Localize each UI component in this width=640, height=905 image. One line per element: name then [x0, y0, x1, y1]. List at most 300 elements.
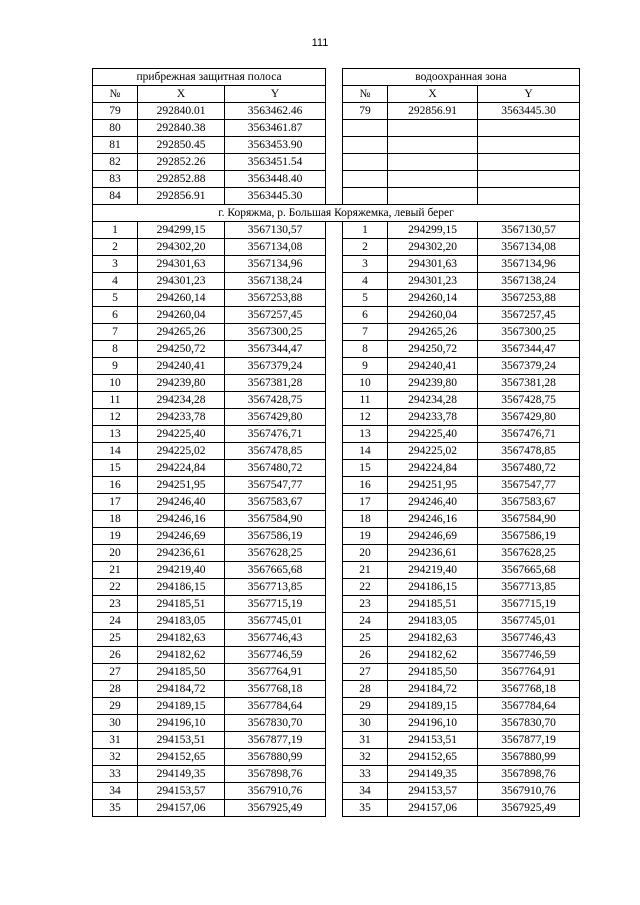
coordinate-cell — [478, 120, 580, 137]
table-row — [93, 766, 580, 783]
gap-cell — [326, 494, 343, 511]
coordinate-cell: 294236,61 — [388, 545, 478, 562]
coordinate-cell: 294240,41 — [388, 358, 478, 375]
coordinate-cell — [343, 137, 388, 154]
coordinate-cell: 3567257,45 — [478, 307, 580, 324]
gap-cell — [326, 647, 343, 664]
coordinate-cell: 294236,61 — [138, 545, 225, 562]
table-row — [93, 154, 580, 171]
coordinate-cell: 27 — [343, 664, 388, 681]
coordinate-cell: 3567379,24 — [478, 358, 580, 375]
coordinate-cell: 29 — [343, 698, 388, 715]
coordinate-cell: 294182,62 — [388, 647, 478, 664]
gap-cell — [326, 103, 343, 120]
coordinate-cell: 3563445.30 — [225, 188, 326, 205]
coordinate-cell: 7 — [93, 324, 138, 341]
coordinate-cell: 294250,72 — [388, 341, 478, 358]
table-row — [93, 494, 580, 511]
coordinate-cell: 294182,62 — [138, 647, 225, 664]
coordinate-cell: 294189,15 — [388, 698, 478, 715]
coordinate-cell: 17 — [343, 494, 388, 511]
coordinate-cell: 3567134,96 — [225, 256, 326, 273]
coordinate-cell: 3567134,08 — [478, 239, 580, 256]
coordinate-cell: 292852.26 — [138, 154, 225, 171]
coordinate-cell — [388, 137, 478, 154]
coordinate-cell: 3567300,25 — [225, 324, 326, 341]
coordinate-cell: 3567547,77 — [225, 477, 326, 494]
table-row — [93, 307, 580, 324]
coordinate-cell: 83 — [93, 171, 138, 188]
table-row — [93, 681, 580, 698]
coordinate-cell: 31 — [93, 732, 138, 749]
coordinate-cell: 30 — [343, 715, 388, 732]
coordinate-cell: 3563453.90 — [225, 137, 326, 154]
coordinate-cell: 1 — [343, 222, 388, 239]
coordinate-cell: 294233,78 — [388, 409, 478, 426]
coordinate-cell: 3567880,99 — [478, 749, 580, 766]
coordinate-cell: 3567745,01 — [478, 613, 580, 630]
coordinate-cell: 8 — [93, 341, 138, 358]
coordinate-cell: 3567480,72 — [478, 460, 580, 477]
gap-cell — [326, 511, 343, 528]
coordinate-cell: 3567478,85 — [225, 443, 326, 460]
coordinate-cell — [478, 154, 580, 171]
gap-cell — [326, 409, 343, 426]
coordinate-cell: 294153,57 — [138, 783, 225, 800]
coordinate-cell: 3567253,88 — [478, 290, 580, 307]
coordinate-cell: 3567476,71 — [225, 426, 326, 443]
column-header: X — [388, 86, 478, 103]
coordinate-cell: 294182,63 — [388, 630, 478, 647]
coordinate-cell: 294157,06 — [388, 800, 478, 817]
gap-cell — [326, 120, 343, 137]
coordinate-cell: 12 — [343, 409, 388, 426]
coordinate-cell: 18 — [93, 511, 138, 528]
coordinate-cell: 3 — [343, 256, 388, 273]
coordinate-cell: 18 — [343, 511, 388, 528]
coordinate-cell: 294185,50 — [388, 664, 478, 681]
coordinate-cell: 3567764,91 — [478, 664, 580, 681]
coordinate-cell: 20 — [343, 545, 388, 562]
coordinate-cell: 9 — [343, 358, 388, 375]
coordinate-cell: 3567344,47 — [478, 341, 580, 358]
coordinate-cell: 3567257,45 — [225, 307, 326, 324]
coordinate-cell: 3567253,88 — [225, 290, 326, 307]
coordinate-cell: 294239,80 — [388, 375, 478, 392]
gap-cell — [326, 477, 343, 494]
gap-cell — [326, 290, 343, 307]
coordinate-cell — [478, 188, 580, 205]
coordinate-cell: 3567429,80 — [478, 409, 580, 426]
coordinate-cell: 2 — [343, 239, 388, 256]
table-row — [93, 409, 580, 426]
coordinate-cell: 3567547,77 — [478, 477, 580, 494]
gap-cell — [326, 69, 343, 86]
coordinate-cell: 3567745,01 — [225, 613, 326, 630]
coordinate-cell: 294186,15 — [388, 579, 478, 596]
gap-cell — [326, 715, 343, 732]
coordinate-cell: 32 — [93, 749, 138, 766]
coordinate-cell: 294219,40 — [138, 562, 225, 579]
table-row — [93, 749, 580, 766]
coordinate-cell: 24 — [343, 613, 388, 630]
gap-cell — [326, 545, 343, 562]
coordinate-cell: 294265,26 — [388, 324, 478, 341]
coordinate-cell: 4 — [93, 273, 138, 290]
gap-cell — [326, 664, 343, 681]
coordinate-cell: 3567381,28 — [225, 375, 326, 392]
gap-cell — [326, 766, 343, 783]
coordinate-cell: 294186,15 — [138, 579, 225, 596]
gap-cell — [326, 307, 343, 324]
coordinate-cell: 23 — [93, 596, 138, 613]
coordinate-cell: 33 — [343, 766, 388, 783]
coordinate-cell: 11 — [93, 392, 138, 409]
coordinate-cell: 294196,10 — [138, 715, 225, 732]
coordinate-cell — [478, 171, 580, 188]
coordinate-cell: 3567746,43 — [478, 630, 580, 647]
coordinate-cell: 34 — [343, 783, 388, 800]
coordinate-cell: 3567830,70 — [225, 715, 326, 732]
table-row — [93, 783, 580, 800]
coordinate-cell: 14 — [343, 443, 388, 460]
gap-cell — [326, 273, 343, 290]
coordinate-cell: 3567713,85 — [478, 579, 580, 596]
coordinate-cell: 3567586,19 — [478, 528, 580, 545]
coordinate-cell: 294153,51 — [388, 732, 478, 749]
coordinate-cell: 17 — [93, 494, 138, 511]
coordinate-cell: 22 — [343, 579, 388, 596]
coordinate-cell: 16 — [93, 477, 138, 494]
coordinate-cell: 19 — [93, 528, 138, 545]
coordinate-cell: 3567381,28 — [478, 375, 580, 392]
coordinate-cell: 28 — [93, 681, 138, 698]
coordinate-cell: 294234,28 — [138, 392, 225, 409]
coordinate-cell: 21 — [343, 562, 388, 579]
coordinate-cell: 294219,40 — [388, 562, 478, 579]
coordinate-cell: 31 — [343, 732, 388, 749]
gap-cell — [326, 443, 343, 460]
gap-cell — [326, 154, 343, 171]
coordinate-cell: 3567746,59 — [225, 647, 326, 664]
coordinate-cell: 12 — [93, 409, 138, 426]
column-header: № — [93, 86, 138, 103]
coordinate-cell — [388, 154, 478, 171]
coordinate-cell: 11 — [343, 392, 388, 409]
coordinate-cell — [343, 120, 388, 137]
gap-cell — [326, 341, 343, 358]
coordinate-cell: 294301,23 — [388, 273, 478, 290]
coordinate-cell: 32 — [343, 749, 388, 766]
coordinate-cell: 294301,63 — [138, 256, 225, 273]
gap-cell — [326, 613, 343, 630]
coordinate-cell: 3567746,43 — [225, 630, 326, 647]
coordinate-cell: 294234,28 — [388, 392, 478, 409]
table-row — [93, 358, 580, 375]
coordinate-cell: 294302,20 — [138, 239, 225, 256]
table-row — [93, 426, 580, 443]
coordinate-cell: 294225,40 — [138, 426, 225, 443]
table-row — [93, 477, 580, 494]
coordinate-cell: 294182,63 — [138, 630, 225, 647]
gap-cell — [326, 783, 343, 800]
coordinate-cell: 294260,04 — [388, 307, 478, 324]
coordinate-cell: 3567379,24 — [225, 358, 326, 375]
coordinate-cell: 10 — [343, 375, 388, 392]
coordinate-cell: 23 — [343, 596, 388, 613]
coordinate-cell: 294224,84 — [388, 460, 478, 477]
gap-cell — [326, 375, 343, 392]
coordinate-cell: 294153,51 — [138, 732, 225, 749]
coordinate-cell: 3567628,25 — [478, 545, 580, 562]
coordinate-cell: 3567830,70 — [478, 715, 580, 732]
coordinate-cell: 294152,65 — [388, 749, 478, 766]
gap-cell — [326, 460, 343, 477]
table-row — [93, 171, 580, 188]
coordinate-cell: 22 — [93, 579, 138, 596]
coordinate-cell: 3567715,19 — [225, 596, 326, 613]
gap-cell — [326, 596, 343, 613]
coordinate-cell: 294301,63 — [388, 256, 478, 273]
coordinate-cell: 3567925,49 — [225, 800, 326, 817]
coordinate-cell: 292856.91 — [388, 103, 478, 120]
table-row — [93, 239, 580, 256]
coordinate-cell: 21 — [93, 562, 138, 579]
table-row — [93, 698, 580, 715]
gap-cell — [326, 86, 343, 103]
table-row — [93, 290, 580, 307]
coordinate-cell: 24 — [93, 613, 138, 630]
gap-cell — [326, 681, 343, 698]
gap-cell — [326, 222, 343, 239]
coordinate-cell: 79 — [343, 103, 388, 120]
coordinate-cell: 20 — [93, 545, 138, 562]
coordinate-cell: 3 — [93, 256, 138, 273]
coordinate-cell: 3567584,90 — [225, 511, 326, 528]
coordinate-cell: 294239,80 — [138, 375, 225, 392]
coordinate-cell: 26 — [343, 647, 388, 664]
coordinate-cell: 292840.38 — [138, 120, 225, 137]
gap-cell — [326, 239, 343, 256]
coordinate-cell: 294260,04 — [138, 307, 225, 324]
coordinate-cell: 3567428,75 — [478, 392, 580, 409]
table-row — [93, 715, 580, 732]
coordinate-cell: 3567877,19 — [478, 732, 580, 749]
coordinate-cell: 3567480,72 — [225, 460, 326, 477]
coordinate-cell: 3567768,18 — [478, 681, 580, 698]
table-row — [93, 256, 580, 273]
coordinate-cell: 8 — [343, 341, 388, 358]
coordinate-cell: 294240,41 — [138, 358, 225, 375]
coordinate-cell: 292852.88 — [138, 171, 225, 188]
table-row — [93, 324, 580, 341]
coordinate-cell: 294246,69 — [388, 528, 478, 545]
table-row — [93, 511, 580, 528]
coordinate-cell: 25 — [93, 630, 138, 647]
table-row — [93, 120, 580, 137]
coordinate-cell — [343, 154, 388, 171]
coordinate-cell — [343, 171, 388, 188]
coordinate-cell: 3567877,19 — [225, 732, 326, 749]
coordinate-cell: 35 — [343, 800, 388, 817]
table-row — [93, 562, 580, 579]
coordinate-cell: 3563445.30 — [478, 103, 580, 120]
coordinate-cell: 294189,15 — [138, 698, 225, 715]
coordinate-cell: 3567713,85 — [225, 579, 326, 596]
gap-cell — [326, 171, 343, 188]
coordinate-cell: 294225,02 — [138, 443, 225, 460]
coordinate-cell: 3567910,76 — [225, 783, 326, 800]
coordinate-cell: 292856.91 — [138, 188, 225, 205]
coordinate-cell: 3567476,71 — [478, 426, 580, 443]
left-section-title: прибрежная защитная полоса — [93, 69, 326, 86]
table-row — [93, 341, 580, 358]
table-row — [93, 103, 580, 120]
coordinate-cell: 27 — [93, 664, 138, 681]
coordinate-cell: 294184,72 — [138, 681, 225, 698]
table-row — [93, 647, 580, 664]
coordinate-cell: 3567764,91 — [225, 664, 326, 681]
table-row — [93, 630, 580, 647]
coordinate-cell: 33 — [93, 766, 138, 783]
coordinate-cell: 28 — [343, 681, 388, 698]
coordinate-cell: 3567428,75 — [225, 392, 326, 409]
coordinate-cell: 3567746,59 — [478, 647, 580, 664]
coordinate-cell: 3567665,68 — [478, 562, 580, 579]
coordinate-cell — [388, 120, 478, 137]
coordinate-cell: 13 — [343, 426, 388, 443]
gap-cell — [326, 732, 343, 749]
coordinate-cell: 3567898,76 — [478, 766, 580, 783]
coordinate-cell: 35 — [93, 800, 138, 817]
coordinate-cell: 3567344,47 — [225, 341, 326, 358]
coordinate-cell: 25 — [343, 630, 388, 647]
header-row — [93, 86, 580, 103]
coordinate-cell: 294250,72 — [138, 341, 225, 358]
coordinate-cell: 294260,14 — [388, 290, 478, 307]
coordinate-cell: 3567925,49 — [478, 800, 580, 817]
coordinate-cell: 3567130,57 — [225, 222, 326, 239]
coordinate-cell: 3567138,24 — [478, 273, 580, 290]
coordinate-cell: 7 — [343, 324, 388, 341]
coordinate-cell: 294183,05 — [388, 613, 478, 630]
coordinate-cell: 9 — [93, 358, 138, 375]
coordinate-cell: 5 — [93, 290, 138, 307]
coordinate-cell: 3567898,76 — [225, 766, 326, 783]
table-row — [93, 392, 580, 409]
coordinate-cell: 294251,95 — [138, 477, 225, 494]
coordinate-cell: 81 — [93, 137, 138, 154]
gap-cell — [326, 392, 343, 409]
coordinate-cell: 3567768,18 — [225, 681, 326, 698]
table-row — [93, 222, 580, 239]
table-row — [93, 137, 580, 154]
coordinate-cell: 14 — [93, 443, 138, 460]
coordinate-cell: 294299,15 — [138, 222, 225, 239]
group-title-row — [93, 205, 580, 222]
coordinates-table — [92, 68, 580, 817]
gap-cell — [326, 698, 343, 715]
coordinate-cell: 3567628,25 — [225, 545, 326, 562]
coordinate-cell: 19 — [343, 528, 388, 545]
table-row — [93, 528, 580, 545]
gap-cell — [326, 256, 343, 273]
coordinate-cell: 16 — [343, 477, 388, 494]
coordinate-cell: 3567134,08 — [225, 239, 326, 256]
coordinate-cell: 294225,02 — [388, 443, 478, 460]
table-row — [93, 732, 580, 749]
coordinate-cell: 294153,57 — [388, 783, 478, 800]
gap-cell — [326, 749, 343, 766]
coordinate-cell — [343, 188, 388, 205]
coordinate-cell: 294246,69 — [138, 528, 225, 545]
coordinate-cell: 294246,40 — [138, 494, 225, 511]
coordinate-cell: 80 — [93, 120, 138, 137]
coordinate-cell: 84 — [93, 188, 138, 205]
gap-cell — [326, 324, 343, 341]
coordinate-cell — [478, 137, 580, 154]
column-header: Y — [225, 86, 326, 103]
table-row — [93, 375, 580, 392]
coordinate-cell: 294224,84 — [138, 460, 225, 477]
coordinate-cell: 82 — [93, 154, 138, 171]
coordinate-cell: 294299,15 — [388, 222, 478, 239]
column-header: X — [138, 86, 225, 103]
coordinate-cell: 2 — [93, 239, 138, 256]
table-row — [93, 460, 580, 477]
coordinate-cell: 3567784,64 — [225, 698, 326, 715]
coordinate-cell: 294246,40 — [388, 494, 478, 511]
gap-cell — [326, 800, 343, 817]
table-row — [93, 443, 580, 460]
section-title-row — [93, 69, 580, 86]
coordinate-cell: 3567910,76 — [478, 783, 580, 800]
coordinate-cell: 294246,16 — [388, 511, 478, 528]
coordinate-cell: 13 — [93, 426, 138, 443]
coordinate-cell: 294185,51 — [388, 596, 478, 613]
coordinate-cell: 3567130,57 — [478, 222, 580, 239]
gap-cell — [326, 630, 343, 647]
gap-cell — [326, 358, 343, 375]
coordinate-cell: 294183,05 — [138, 613, 225, 630]
table-row — [93, 188, 580, 205]
coordinate-cell: 3563451.54 — [225, 154, 326, 171]
coordinate-cell: 4 — [343, 273, 388, 290]
coordinate-cell: 34 — [93, 783, 138, 800]
coordinate-cell: 294185,51 — [138, 596, 225, 613]
coordinate-cell: 3567880,99 — [225, 749, 326, 766]
gap-cell — [326, 188, 343, 205]
gap-cell — [326, 528, 343, 545]
coordinate-cell: 3563448.40 — [225, 171, 326, 188]
coordinate-cell: 3567583,67 — [225, 494, 326, 511]
group-title: г. Коряжма, р. Большая Коряжемка, левый берег — [93, 205, 580, 222]
coordinate-cell: 294149,35 — [138, 766, 225, 783]
page-number: 111 — [311, 37, 329, 49]
coordinate-cell: 3567429,80 — [225, 409, 326, 426]
coordinate-cell: 294152,65 — [138, 749, 225, 766]
coordinate-cell: 294185,50 — [138, 664, 225, 681]
coordinate-cell: 294196,10 — [388, 715, 478, 732]
coordinate-cell: 3567584,90 — [478, 511, 580, 528]
table-row — [93, 664, 580, 681]
coordinate-cell: 79 — [93, 103, 138, 120]
table-row — [93, 613, 580, 630]
column-header: № — [343, 86, 388, 103]
coordinate-cell: 294301,23 — [138, 273, 225, 290]
column-header: Y — [478, 86, 580, 103]
table-row — [93, 579, 580, 596]
